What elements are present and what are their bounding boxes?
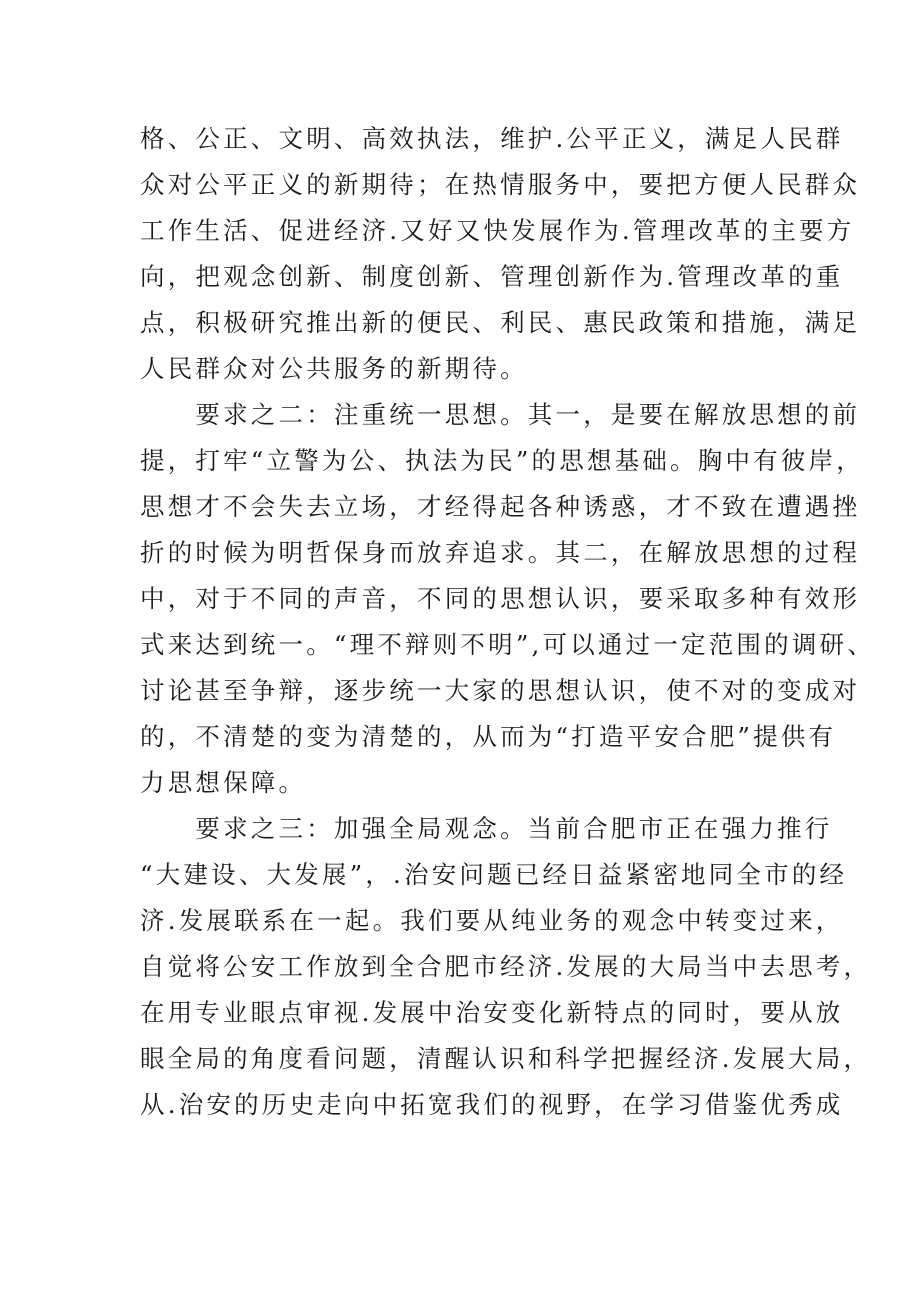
text-line: 折的时候为明哲保身而放弃追求。其二，在解放思想的过程 bbox=[140, 538, 861, 567]
paragraph-p2 bbox=[140, 392, 875, 806]
text-line: 人民群众对公共服务的新期待。 bbox=[140, 354, 528, 383]
text-line: 向，把观念创新、制度创新、管理创新作为.管理改革的重 bbox=[140, 262, 844, 291]
document-body bbox=[140, 116, 875, 1128]
paragraph-p1 bbox=[140, 116, 861, 392]
text-line: 的，不清楚的变为清楚的，从而为“打造平安合肥”提供有 bbox=[140, 722, 837, 751]
text-line: 式来达到统一。“理不辩则不明”,可以通过一定范围的调研、 bbox=[140, 630, 875, 659]
text-line: 中，对于不同的声音，不同的思想认识，要采取多种有效形 bbox=[140, 584, 861, 613]
text-line: 自觉将公安工作放到全合肥市经济.发展的大局当中去思考， bbox=[140, 952, 872, 981]
text-line: 讨论甚至争辩，逐步统一大家的思想认识，使不对的变成对 bbox=[140, 676, 861, 705]
text-line: 思想才不会失去立场，才经得起各种诱惑，才不致在遭遇挫 bbox=[140, 492, 861, 521]
text-line: “大建设、大发展”，.治安问题已经日益紧密地同全市的经 bbox=[140, 860, 848, 889]
text-line: 要求之三：加强全局观念。当前合肥市正在强力推行 bbox=[140, 814, 833, 843]
text-line: 眼全局的角度看问题，清醒认识和科学把握经济.发展大局， bbox=[140, 1044, 872, 1073]
text-line: 力思想保障。 bbox=[140, 768, 307, 797]
text-line: 工作生活、促进经济.又好又快发展作为.管理改革的主要方 bbox=[140, 216, 855, 245]
text-line: 提，打牢“立警为公、执法为民”的思想基础。胸中有彼岸， bbox=[140, 446, 864, 475]
text-line: 众对公平正义的新期待；在热情服务中，要把方便人民群众 bbox=[140, 170, 861, 199]
text-line: 从.治安的历史走向中拓宽我们的视野，在学习借鉴优秀成 bbox=[140, 1090, 844, 1119]
text-line: 在用专业眼点审视.发展中治安变化新特点的同时，要从放 bbox=[140, 998, 844, 1027]
text-line: 格、公正、文明、高效执法，维护.公平正义，满足人民群 bbox=[140, 124, 844, 153]
text-line: 要求之二：注重统一思想。其一，是要在解放思想的前 bbox=[140, 400, 861, 429]
text-line: 济.发展联系在一起。我们要从纯业务的观念中转变过来， bbox=[140, 906, 844, 935]
text-line: 点，积极研究推出新的便民、利民、惠民政策和措施，满足 bbox=[140, 308, 861, 337]
paragraph-p3 bbox=[140, 806, 872, 1128]
